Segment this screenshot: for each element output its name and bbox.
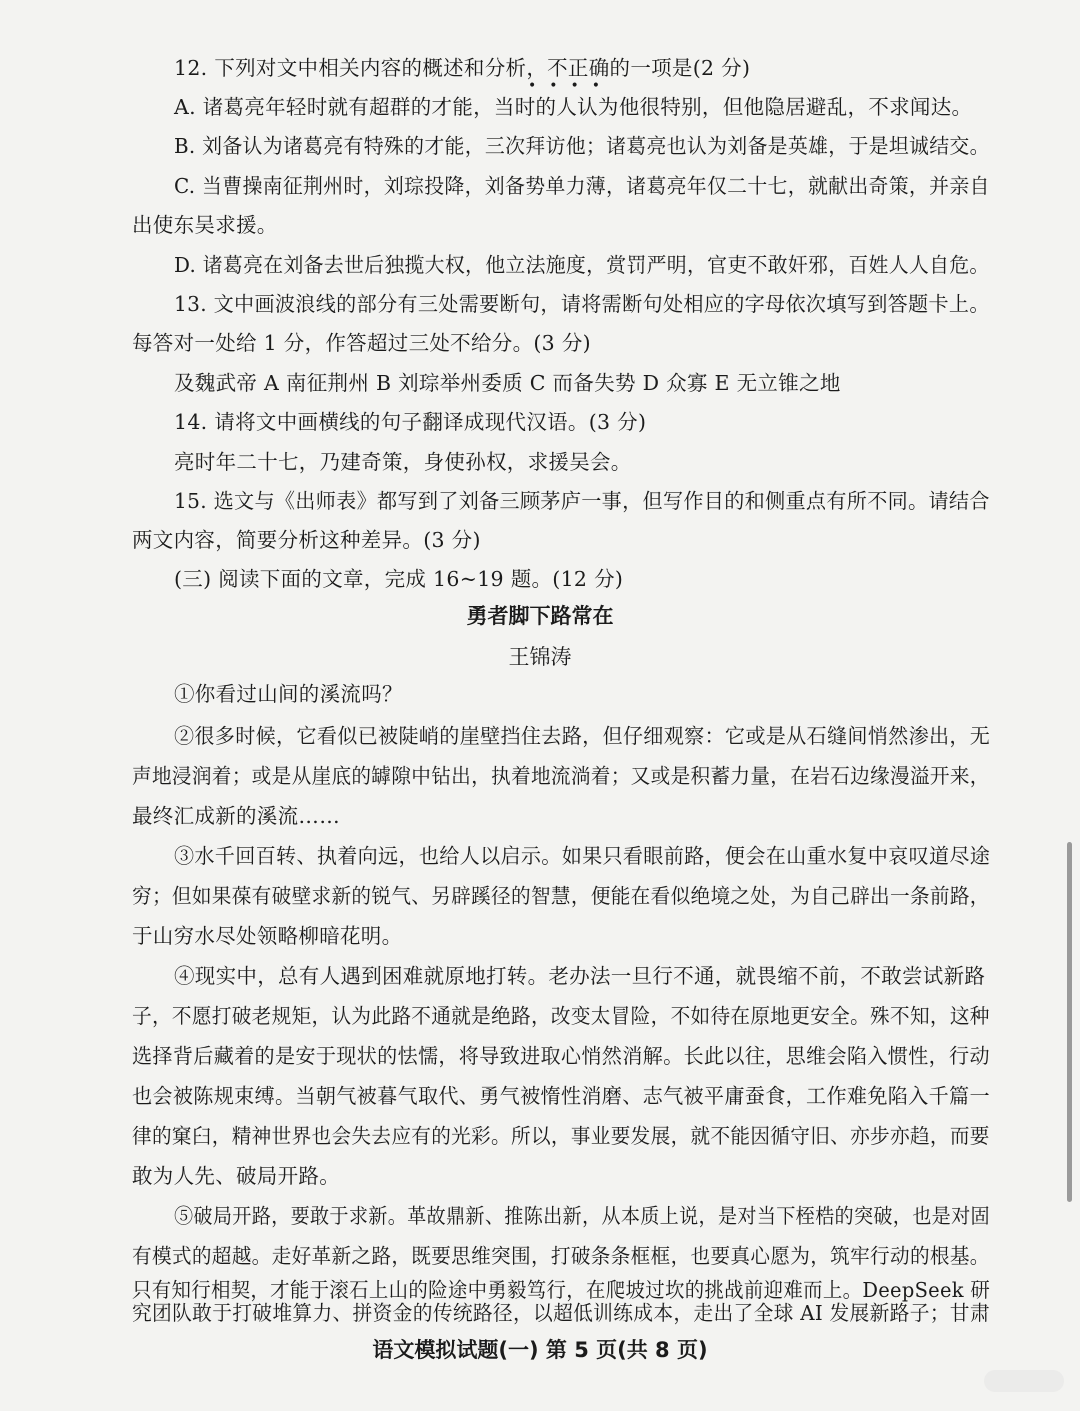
p2-line-1: ②很多时候，它看似已被陡峭的崖壁挡住去路，但仔细观察：它或是从石缝间悄然渗出，无	[174, 724, 991, 748]
p2-line-3: 最终汇成新的溪流……	[132, 804, 340, 828]
watermark	[984, 1370, 1064, 1392]
q12-option-b: B. 刘备认为诸葛亮有特殊的才能，三次拜访他；诸葛亮也认为刘备是英雄，于是坦诚结交。	[174, 134, 990, 158]
p5-line-4: 究团队敢于打破堆算力、拼资金的传统路径，以超低训练成本，走出了全球 AI 发展新路子；甘肃	[132, 1301, 990, 1325]
q12-option-c-line1: C. 当曹操南征荆州时，刘琮投降，刘备势单力薄，诸葛亮年仅二十七，就献出奇策，并亲自	[174, 174, 990, 198]
q12-option-d: D. 诸葛亮在刘备去世后独揽大权，他立法施度，赏罚严明，官吏不敢奸邪，百姓人人自危。	[174, 253, 990, 277]
p5-line-2: 有模式的超越。走好革新之路，既要思维突围，打破条条框框，也要真心愿为，筑牢行动的根基。	[132, 1244, 990, 1268]
p3-line-1: ③水千回百转、执着向远，也给人以启示。如果只看眼前路，便会在山重水复中哀叹道尽途	[174, 844, 991, 868]
q12-stem: 12. 下列对文中相关内容的概述和分析，不正确的一项是(2 分)	[174, 56, 751, 80]
p5-line-1: ⑤破局开路，要敢于求新。革故鼎新、推陈出新，从本质上说，是对当下桎梏的突破，也是对固	[174, 1204, 990, 1228]
p4-line-4: 也会被陈规束缚。当朝气被暮气取代、勇气被惰性消磨、志气被平庸蚕食，工作难免陷入千篇一	[132, 1084, 990, 1108]
emphasis-dots: ••••	[528, 78, 614, 94]
section-heading: (三) 阅读下面的文章，完成 16~19 题。(12 分)	[174, 567, 624, 591]
q14-stem: 14. 请将文中画横线的句子翻译成现代汉语。(3 分)	[174, 410, 647, 434]
article-paragraph-1: ①你看过山间的溪流吗？	[174, 682, 403, 706]
article-title: 勇者脚下路常在	[466, 603, 614, 628]
p4-line-1: ④现实中，总有人遇到困难就原地打转。老办法一旦行不通，就畏缩不前，不敢尝试新路	[174, 964, 986, 988]
q15-stem-line2: 两文内容，简要分析这种差异。(3 分)	[132, 528, 481, 552]
q14-text: 亮时年二十七，乃建奇策，身使孙权，求援吴会。	[174, 450, 632, 474]
q15-stem-line1: 15. 选文与《出师表》都写到了刘备三顾茅庐一事，但写作目的和侧重点有所不同。请结合	[174, 489, 990, 513]
p4-line-6: 敢为人先、破局开路。	[132, 1164, 340, 1188]
q12-option-c-line2: 出使东吴求援。	[132, 213, 278, 237]
q13-stem-line2: 每答对一处给 1 分，作答超过三处不给分。(3 分)	[132, 331, 591, 355]
article-author: 王锦涛	[508, 645, 572, 669]
q12-option-a: A. 诸葛亮年轻时就有超群的才能，当时的人认为他很特别，但他隐居避乱，不求闻达。	[174, 95, 973, 119]
p5-line-3: 只有知行相契，才能于滚石上山的险途中勇毅笃行，在爬坡过坎的挑战前迎难而上。DeepSeek 研	[132, 1278, 991, 1302]
q13-text: 及魏武帝 A 南征荆州 B 刘琮举州委质 C 而备失势 D 众寡 E 无立锥之地	[174, 371, 841, 395]
p4-line-5: 律的窠臼，精神世界也会失去应有的光彩。所以，事业要发展，就不能因循守旧、亦步亦趋，而要	[132, 1124, 990, 1148]
p4-line-3: 选择背后藏着的是安于现状的怯懦，将导致进取心悄然消解。长此以往，思维会陷入惯性，行动	[132, 1044, 990, 1068]
p4-line-2: 子，不愿打破老规矩，认为此路不通就是绝路，改变太冒险，不如待在原地更安全。殊不知，这种	[132, 1004, 990, 1028]
scrollbar[interactable]	[1067, 842, 1072, 1202]
p2-line-2: 声地浸润着；或是从崖底的罅隙中钻出，执着地流淌着；又或是积蓄力量，在岩石边缘漫溢开来，	[132, 764, 990, 788]
q13-stem-line1: 13. 文中画波浪线的部分有三处需要断句，请将需断句处相应的字母依次填写到答题卡上。	[174, 292, 990, 316]
page-footer: 语文模拟试题(一) 第 5 页(共 8 页)	[372, 1338, 708, 1362]
p3-line-3: 于山穷水尽处领略柳暗花明。	[132, 924, 403, 948]
p3-line-2: 穷；但如果葆有破壁求新的锐气、另辟蹊径的智慧，便能在看似绝境之处，为自己辟出一条前路，	[132, 884, 990, 908]
